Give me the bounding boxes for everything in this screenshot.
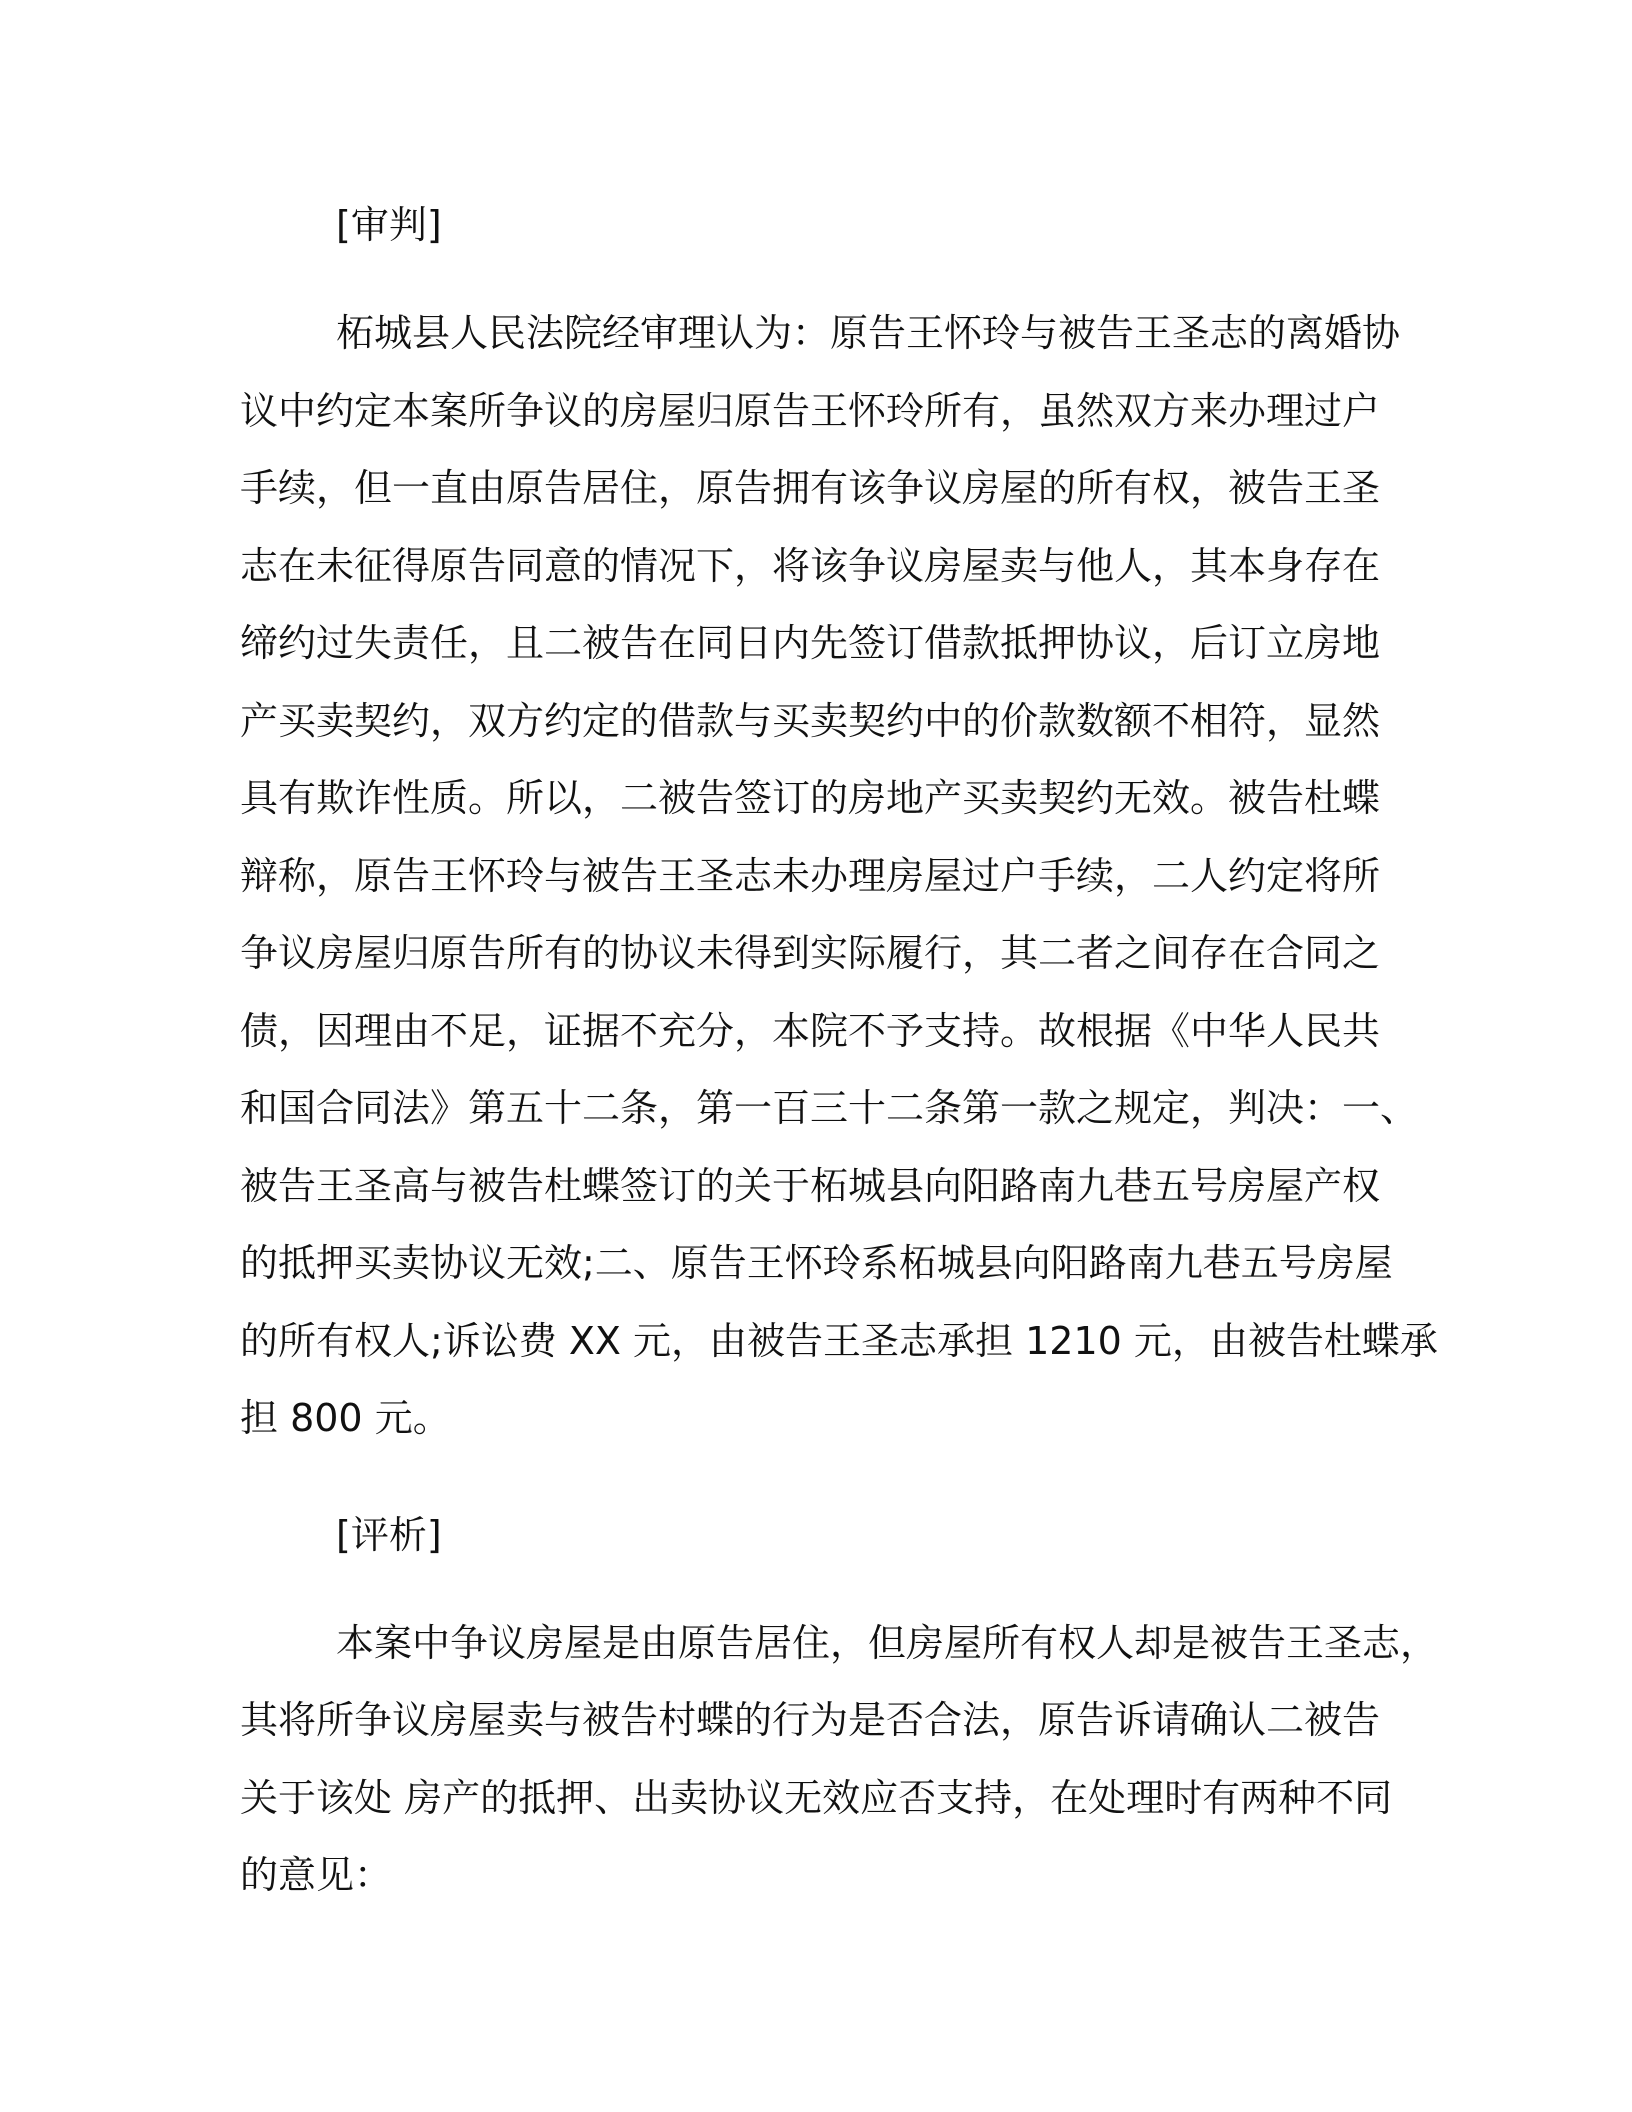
spacer xyxy=(240,1574,1405,1605)
paragraph-line: 争议房屋归原告所有的协议未得到实际履行，其二者之间存在合同之 xyxy=(240,931,1381,975)
paragraph-line: 志在未征得原告同意的情况下，将该争议房屋卖与他人，其本身存在 xyxy=(240,543,1381,588)
paragraph-line: 的抵押买卖协议无效;二、原告王怀玲系柘城县向阳路南九巷五号房屋 xyxy=(240,1241,1393,1285)
spacer xyxy=(240,264,1405,295)
paragraph-trial xyxy=(240,295,1438,1458)
paragraph-line: 其将所争议房屋卖与被告村蝶的行为是否合法，原告诉请确认二被告 xyxy=(240,1698,1381,1742)
paragraph-line: 关于该处 房产的抵押、出卖协议无效应否支持，在处理时有两种不同 xyxy=(240,1775,1393,1820)
paragraph-line: 议中约定本案所争议的房屋归原告王怀玲所有，虽然双方来办理过户 xyxy=(240,388,1381,433)
paragraph-line: 的所有权人;诉讼费 XX 元，由被告王圣志承担 1210 元，由被告杜蝶承 xyxy=(240,1318,1438,1363)
paragraph-line: 柘城县人民法院经审理认为：原告王怀玲与被告王圣志的离婚协 xyxy=(336,311,1401,355)
paragraph-line: 本案中争议房屋是由原告居住，但房屋所有权人却是被告王圣志， xyxy=(336,1620,1439,1665)
paragraph-line: 的意见： xyxy=(240,1853,393,1897)
paragraph-line: 产买卖契约，双方约定的借款与买卖契约中的价款数额不相符，显然 xyxy=(240,698,1381,743)
paragraph-line: 担 800 元。 xyxy=(240,1396,451,1440)
document-body xyxy=(240,186,1439,1915)
spacer xyxy=(240,1458,1405,1496)
paragraph-line: 债，因理由不足，证据不充分，本院不予支持。故根据《中华人民共 xyxy=(240,1008,1381,1053)
paragraph-line: 缔约过失责任，且二被告在同日内先签订借款抵押协议，后订立房地 xyxy=(240,621,1381,665)
paragraph-line: 和国合同法》第五十二条，第一百三十二条第一款之规定，判决：一、 xyxy=(240,1086,1419,1130)
paragraph-line: 被告王圣高与被告杜蝶签订的关于柘城县向阳路南九巷五号房屋产权 xyxy=(240,1163,1381,1208)
paragraph-analysis xyxy=(240,1605,1439,1915)
section-heading-trial: [审判] xyxy=(336,203,442,247)
section-heading-analysis: [评析] xyxy=(336,1512,442,1557)
paragraph-line: 具有欺诈性质。所以，二被告签订的房地产买卖契约无效。被告杜蝶 xyxy=(240,776,1381,820)
paragraph-line: 辩称，原告王怀玲与被告王圣志未办理房屋过户手续，二人约定将所 xyxy=(240,853,1381,898)
paragraph-line: 手续，但一直由原告居住，原告拥有该争议房屋的所有权，被告王圣 xyxy=(240,466,1381,510)
